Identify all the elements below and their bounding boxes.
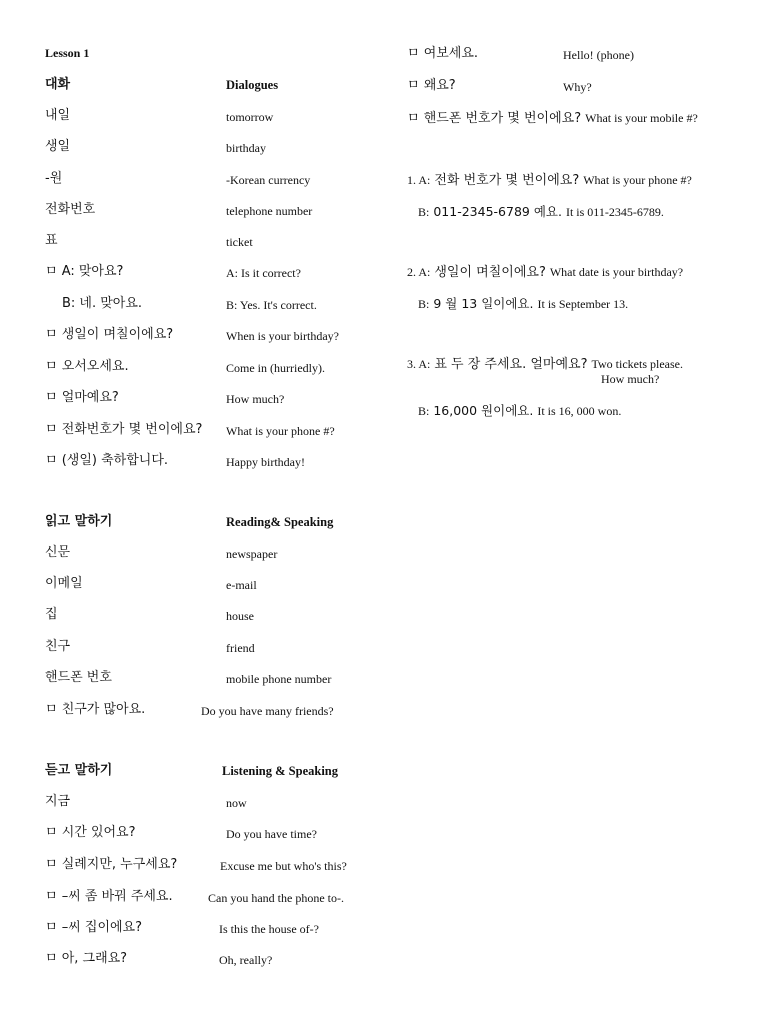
- vocab-en: tomorrow: [226, 110, 274, 124]
- phrase-en: Can you hand the phone to-.: [208, 891, 344, 905]
- exercise-answer-ko: 16,000 원이에요.: [433, 403, 534, 418]
- vocab-ko: 친구: [45, 639, 71, 654]
- exercise-answer-ko: 9 월 13 일이에요.: [433, 296, 534, 311]
- exercise-prefix: B:: [418, 205, 430, 219]
- vocab-en: mobile phone number: [226, 672, 332, 686]
- vocab-ko: 집: [45, 607, 58, 622]
- exercise-prefix: 2. A:: [407, 265, 431, 279]
- vocab-ko: -원: [45, 171, 63, 186]
- phrase-en: What is your phone #?: [226, 424, 335, 438]
- vocab-en: telephone number: [226, 204, 313, 218]
- dialogues-heading-en: Dialogues: [226, 78, 279, 92]
- vocab-en: house: [226, 609, 254, 623]
- exercise-question-ko: 표 두 장 주세요. 얼마예요?: [434, 357, 588, 372]
- phrase-ko: ㅁ 친구가 많아요.: [45, 702, 146, 717]
- phrase-en: Happy birthday!: [226, 455, 305, 469]
- phrase-en: A: Is it correct?: [226, 266, 301, 280]
- exercise-answer-en: It is 011-2345-6789.: [565, 205, 664, 219]
- phrase-en: Excuse me but who's this?: [220, 859, 347, 873]
- exercise-answer-ko: 011-2345-6789 예요.: [433, 204, 562, 219]
- phrase-ko: B: 네. 맞아요.: [62, 296, 143, 311]
- vocab-en: ticket: [226, 235, 253, 249]
- exercise-answer-en: It is 16, 000 won.: [537, 404, 622, 418]
- exercise-question-ko: 생일이 며칠이에요?: [434, 265, 546, 280]
- exercise-question-en: What date is your birthday?: [549, 265, 684, 279]
- vocab-ko: 지금: [45, 794, 71, 809]
- phrase-ko: ㅁ 실례지만, 누구세요?: [45, 857, 178, 872]
- phrase-en: Do you have time?: [226, 827, 317, 841]
- phrase-en: B: Yes. It's correct.: [226, 298, 317, 312]
- phrase-en: Is this the house of-?: [219, 922, 319, 936]
- exercise-answer-en: It is September 13.: [537, 297, 629, 311]
- exercise-prefix: 1. A:: [407, 173, 431, 187]
- exercise-3-answer: [418, 403, 621, 419]
- exercise-question-en: Two tickets please.: [591, 357, 683, 371]
- phrase-ko: ㅁ –씨 좀 바꿔 주세요.: [45, 889, 173, 904]
- vocab-ko: 핸드폰 번호: [45, 670, 112, 685]
- vocab-en: now: [226, 796, 247, 810]
- phrase-ko: ㅁ 여보세요.: [407, 46, 479, 61]
- phrase-ko: ㅁ (생일) 축하합니다.: [45, 453, 169, 468]
- vocab-en: -Korean currency: [226, 173, 311, 187]
- exercise-question-en: What is your phone #?: [583, 173, 692, 187]
- phrase-ko: ㅁ 오서오세요.: [45, 359, 129, 374]
- dialogues-heading-ko: 대화: [45, 77, 71, 92]
- phrase-en: Oh, really?: [219, 953, 273, 967]
- reading-heading-en: Reading& Speaking: [226, 515, 334, 529]
- phrase-ko: ㅁ 핸드폰 번호가 몇 번이에요?: [407, 111, 582, 126]
- exercise-question-ko: 전화 번호가 몇 번이에요?: [434, 173, 580, 188]
- reading-heading-ko: 읽고 말하기: [45, 514, 113, 529]
- vocab-en: e-mail: [226, 578, 257, 592]
- phrase-ko: ㅁ 시간 있어요?: [45, 825, 136, 840]
- vocab-ko: 표: [45, 233, 58, 248]
- phrase-ko: ㅁ 전화번호가 몇 번이에요?: [45, 422, 203, 437]
- listening-heading-ko: 듣고 말하기: [45, 763, 113, 778]
- phrase-en: How much?: [226, 392, 285, 406]
- phrase-ko: ㅁ 얼마예요?: [45, 390, 119, 405]
- exercise-2-answer: [418, 296, 628, 312]
- phrase-ko: ㅁ A: 맞아요?: [45, 264, 124, 279]
- vocab-ko: 전화번호: [45, 202, 96, 217]
- lesson-title: Lesson 1: [45, 46, 90, 60]
- exercise-prefix: B:: [418, 404, 430, 418]
- exercise-1-answer: [418, 204, 664, 220]
- vocab-ko: 생일: [45, 139, 71, 154]
- phrase-ko: ㅁ 생일이 며칠이에요?: [45, 327, 174, 342]
- vocab-en: birthday: [226, 141, 266, 155]
- phrase-ko: ㅁ 왜요?: [407, 78, 456, 93]
- vocab-ko: 내일: [45, 108, 71, 123]
- phrase-en: When is your birthday?: [226, 329, 339, 343]
- vocab-en: newspaper: [226, 547, 278, 561]
- phrase-en: What is your mobile #?: [585, 111, 698, 125]
- phrase-ko: ㅁ –씨 집이에요?: [45, 920, 143, 935]
- phrase-en: Why?: [563, 80, 592, 94]
- exercise-1-question: [407, 172, 692, 188]
- vocab-en: friend: [226, 641, 255, 655]
- phrase-en: Hello! (phone): [563, 48, 634, 62]
- exercise-question-en-line2: How much?: [601, 372, 660, 386]
- listening-heading-en: Listening & Speaking: [222, 764, 339, 778]
- phrase-ko: ㅁ 아, 그래요?: [45, 951, 128, 966]
- exercise-prefix: 3. A:: [407, 357, 431, 371]
- exercise-prefix: B:: [418, 297, 430, 311]
- vocab-ko: 이메일: [45, 576, 83, 591]
- phrase-row: [407, 110, 698, 126]
- phrase-en: Do you have many friends?: [201, 704, 334, 718]
- exercise-2-question: [407, 264, 683, 280]
- phrase-en: Come in (hurriedly).: [226, 361, 325, 375]
- vocab-ko: 신문: [45, 545, 71, 560]
- exercise-3-question: [407, 356, 683, 372]
